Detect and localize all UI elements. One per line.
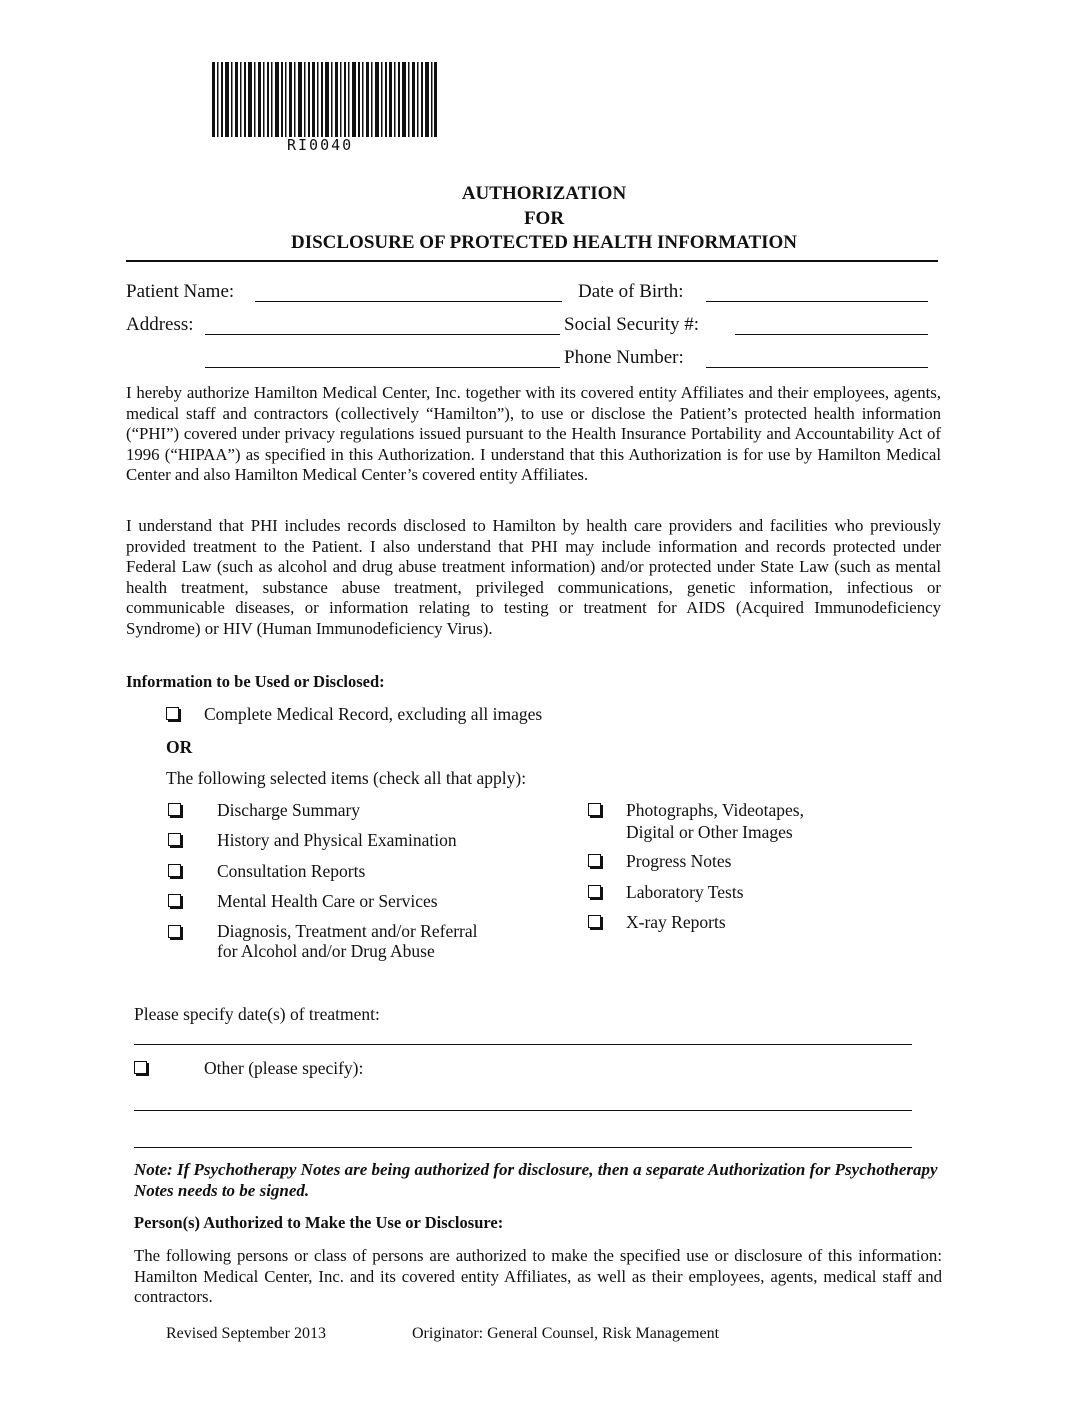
other-label: Other (please specify): — [204, 1058, 364, 1078]
laboratory-tests-checkbox[interactable] — [588, 885, 601, 898]
patient-name-label: Patient Name: — [126, 281, 235, 302]
progress-notes-label: Progress Notes — [626, 851, 732, 871]
barcode-number: RI0040 — [287, 136, 354, 154]
title-divider — [126, 260, 938, 262]
consultation-reports-label: Consultation Reports — [217, 861, 366, 881]
other-checkbox[interactable] — [134, 1061, 147, 1074]
discharge-summary-checkbox[interactable] — [168, 803, 181, 816]
footer-originator: Originator: General Counsel, Risk Management — [412, 1325, 720, 1342]
mental-health-checkbox[interactable] — [168, 894, 181, 907]
other-field-line-2[interactable] — [134, 1147, 912, 1148]
laboratory-tests-label: Laboratory Tests — [626, 882, 744, 902]
xray-reports-label: X-ray Reports — [626, 912, 726, 932]
dob-label: Date of Birth: — [578, 281, 684, 302]
treatment-dates-field[interactable] — [134, 1044, 912, 1045]
consultation-reports-checkbox[interactable] — [168, 864, 181, 877]
ssn-field[interactable] — [735, 334, 928, 335]
phi-paragraph: I understand that PHI includes records disclosed to Hamilton by health care providers and facilities who previously provided treatment to the Patient. I also understand that PHI may include information and records protected under Federal Law (such as alcohol and drug abuse treatment information) and/or protected under State Law (such as mental health treatment, substance abuse treatment, privileged communications, genetic information, infectious or communicable diseases, or information relating to testing or treatment for AIDS (Acquired Immunodeficiency Syndrome) or HIV (Human Immunodeficiency Virus). — [126, 516, 941, 638]
address-field-line-2[interactable] — [205, 367, 560, 368]
patient-name-field[interactable] — [255, 301, 562, 302]
title-line-2: FOR — [523, 208, 565, 229]
ssn-label: Social Security #: — [564, 314, 700, 335]
persons-section-heading: Person(s) Authorized to Make the Use or Disclosure: — [134, 1213, 504, 1232]
phone-field[interactable] — [706, 367, 928, 368]
treatment-dates-label: Please specify date(s) of treatment: — [134, 1004, 380, 1024]
or-label: OR — [166, 737, 193, 757]
photographs-label-line-2: Digital or Other Images — [626, 822, 793, 842]
address-label: Address: — [126, 314, 194, 335]
drug-abuse-checkbox[interactable] — [168, 925, 181, 938]
barcode-image — [212, 62, 437, 137]
complete-record-checkbox[interactable] — [166, 707, 179, 720]
footer-revised: Revised September 2013 — [166, 1325, 326, 1342]
other-field-line-1[interactable] — [134, 1110, 912, 1111]
drug-abuse-label-line-1: Diagnosis, Treatment and/or Referral — [217, 921, 478, 941]
persons-section-text: The following persons or class of persons are authorized to make the specified use or disclosure of this information: Hamilton Medical Center, Inc. and its covered entity Affiliates, as well as their employees, agents, medical staff and contractors. — [134, 1246, 942, 1306]
mental-health-label: Mental Health Care or Services — [217, 891, 438, 911]
title-line-1: AUTHORIZATION — [461, 183, 627, 204]
photographs-label-line-1: Photographs, Videotapes, — [626, 800, 804, 820]
xray-reports-checkbox[interactable] — [588, 915, 601, 928]
discharge-summary-label: Discharge Summary — [217, 800, 361, 820]
info-section-heading: Information to be Used or Disclosed: — [126, 672, 385, 691]
photographs-checkbox[interactable] — [588, 803, 601, 816]
drug-abuse-label-line-2: for Alcohol and/or Drug Abuse — [217, 941, 435, 961]
psychotherapy-note: Note: If Psychotherapy Notes are being authorized for disclosure, then a separate Authorization for Psychotherapy Notes needs to be signed. — [134, 1160, 938, 1200]
complete-record-label: Complete Medical Record, excluding all images — [204, 704, 543, 724]
history-physical-checkbox[interactable] — [168, 833, 181, 846]
selected-items-intro: The following selected items (check all that apply): — [166, 768, 527, 788]
history-physical-label: History and Physical Examination — [217, 830, 457, 850]
title-line-3: DISCLOSURE OF PROTECTED HEALTH INFORMATION — [290, 232, 798, 253]
authorization-paragraph: I hereby authorize Hamilton Medical Center, Inc. together with its covered entity Affiliates and their employees, agents, medical staff and contractors (collectively “Hamilton”), to use or disclose the Patient’s protected health information (“PHI”) covered under privacy regulations issued pursuant to the Health Insurance Portability and Accountability Act of 1996 (“HIPAA”) as specified in this Authorization. I understand that this Authorization is for use by Hamilton Medical Center and also Hamilton Medical Center’s covered entity Affiliates. — [126, 383, 941, 484]
progress-notes-checkbox[interactable] — [588, 854, 601, 867]
dob-field[interactable] — [706, 301, 928, 302]
address-field-line-1[interactable] — [205, 334, 560, 335]
phone-label: Phone Number: — [564, 347, 684, 368]
